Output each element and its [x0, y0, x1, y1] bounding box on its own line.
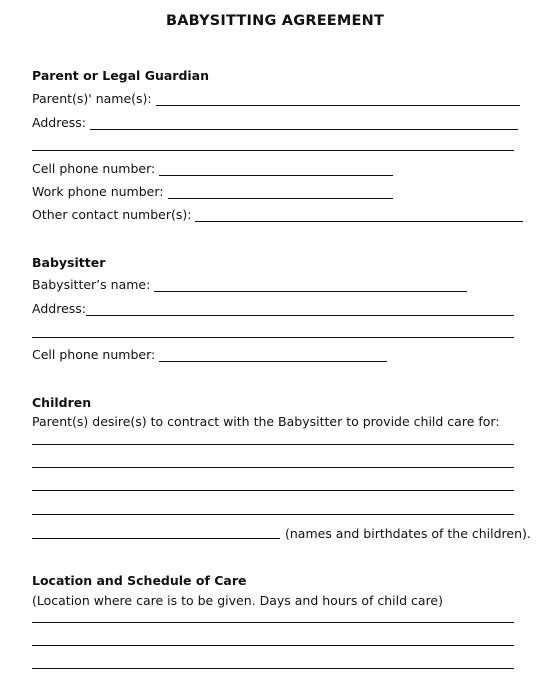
parent-cell-label: Cell phone number:: [32, 161, 156, 176]
babysitter-name-label: Babysitter’s name:: [32, 277, 151, 292]
children-intro-text: Parent(s) desire(s) to contract with the Babysitter to provide child care for:: [32, 414, 500, 429]
parent-address-field[interactable]: [90, 118, 518, 130]
parent-other-row: [32, 207, 523, 222]
parent-names-label: Parent(s)' name(s):: [32, 91, 152, 106]
babysitter-name-row: [32, 277, 467, 292]
parent-other-label: Other contact number(s):: [32, 207, 192, 222]
children-trailing-note: (names and birthdates of the children).: [285, 526, 531, 541]
document-title: BABYSITTING AGREEMENT: [165, 13, 385, 29]
parent-section-heading: Parent or Legal Guardian: [32, 68, 210, 83]
parent-address-field-line-2[interactable]: [32, 150, 514, 151]
parent-address-label: Address:: [32, 115, 86, 130]
location-section-heading: Location and Schedule of Care: [32, 573, 247, 588]
parent-work-row: [32, 184, 393, 199]
babysitter-section-heading: Babysitter: [32, 255, 106, 270]
children-field-line-3[interactable]: [32, 490, 514, 491]
babysitter-address-field[interactable]: [86, 304, 514, 316]
children-field-line-5[interactable]: [32, 538, 280, 539]
babysitter-cell-row: [32, 347, 387, 362]
children-field-line-2[interactable]: [32, 467, 514, 468]
parent-names-field[interactable]: [156, 94, 520, 106]
parent-names-row: [32, 91, 520, 106]
parent-cell-field[interactable]: [159, 164, 393, 176]
children-field-line-1[interactable]: [32, 444, 514, 445]
parent-address-row: [32, 115, 518, 130]
babysitter-cell-label: Cell phone number:: [32, 347, 156, 362]
parent-work-label: Work phone number:: [32, 184, 164, 199]
location-field-line-2[interactable]: [32, 645, 514, 646]
babysitter-address-field-line-2[interactable]: [32, 337, 514, 338]
babysitter-address-row: [32, 301, 514, 316]
babysitter-cell-field[interactable]: [159, 350, 387, 362]
babysitter-name-field[interactable]: [154, 280, 467, 292]
children-field-line-4[interactable]: [32, 514, 514, 515]
parent-other-field[interactable]: [195, 210, 523, 222]
parent-cell-row: [32, 161, 393, 176]
location-field-line-3[interactable]: [32, 668, 514, 669]
location-field-line-1[interactable]: [32, 622, 514, 623]
parent-work-field[interactable]: [168, 187, 393, 199]
children-section-heading: Children: [32, 395, 92, 410]
location-intro-text: (Location where care is to be given. Days and hours of child care): [32, 593, 443, 608]
babysitter-address-label: Address:: [32, 301, 86, 316]
